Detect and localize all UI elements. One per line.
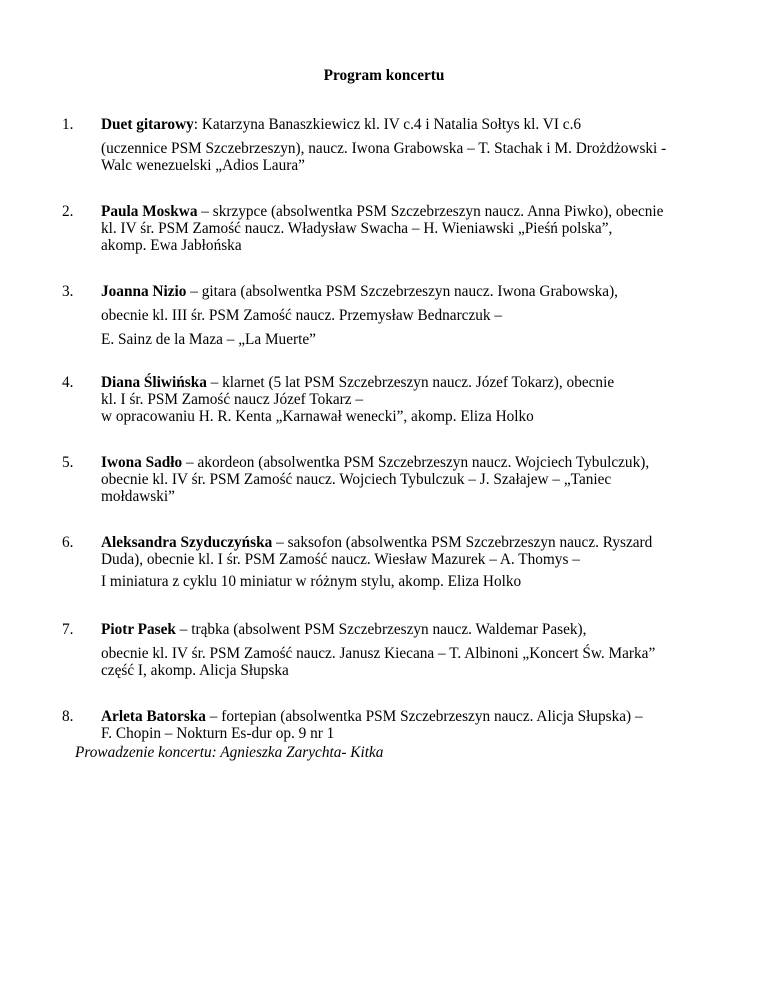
item-line: mołdawski” [101,488,175,505]
item-first-line [101,454,649,471]
performer-name: Duet gitarowy [101,116,194,133]
item-line: obecnie kl. III śr. PSM Zamość naucz. Przemysław Bednarczuk – [101,307,503,324]
item-number: 6. [62,534,74,551]
performer-name: Diana Śliwińska [101,374,207,391]
item-description: – gitara (absolwentka PSM Szczebrzeszyn naucz. Iwona Grabowska), [186,283,618,300]
item-line: F. Chopin – Nokturn Es-dur op. 9 nr 1 [101,725,335,742]
item-description: – trąbka (absolwent PSM Szczebrzeszyn naucz. Waldemar Pasek), [175,621,587,638]
item-line: (uczennice PSM Szczebrzeszyn), naucz. Iwona Grabowska – T. Stachak i M. Drożdżowski - [101,140,667,157]
item-line: E. Sainz de la Maza – „La Muerte” [101,331,316,348]
item-description: – klarnet (5 lat PSM Szczebrzeszyn naucz. Józef Tokarz), obecnie [206,374,615,391]
item-line: kl. I śr. PSM Zamość naucz Józef Tokarz – [101,391,364,408]
item-description: – skrzypce (absolwentka PSM Szczebrzeszyn naucz. Anna Piwko), obecnie [197,203,664,220]
item-first-line [101,203,663,220]
item-line: kl. IV śr. PSM Zamość naucz. Władysław Swacha – H. Wieniawski „Pieśń polska”, [101,220,613,237]
item-first-line [101,708,643,725]
item-description: – fortepian (absolwentka PSM Szczebrzeszyn naucz. Alicja Słupska) – [205,708,643,725]
item-line: Duda), obecnie kl. I śr. PSM Zamość naucz. Wiesław Mazurek – A. Thomys – [101,551,580,568]
item-number: 3. [62,283,74,300]
performer-name: Paula Moskwa [101,203,198,220]
host-credit: Prowadzenie koncertu: Agnieszka Zarychta- Kitka [75,744,384,761]
item-description: : Katarzyna Banaszkiewicz kl. IV c.4 i Natalia Sołtys kl. VI c.6 [193,116,582,133]
page-title: Program koncertu [323,67,445,84]
item-line: obecnie kl. IV śr. PSM Zamość naucz. Janusz Kiecana – T. Albinoni „Koncert Św. Marka” [101,645,656,662]
item-description: – saksofon (absolwentka PSM Szczebrzeszyn naucz. Ryszard [272,534,653,551]
item-first-line [101,534,652,551]
item-number: 4. [62,374,74,391]
performer-name: Aleksandra Szyduczyńska [101,534,273,551]
item-first-line [101,374,614,391]
performer-name: Joanna Nizio [101,283,187,300]
item-line: obecnie kl. IV śr. PSM Zamość naucz. Wojciech Tybulczuk – J. Szałajew – „Taniec [101,471,612,488]
item-line: akomp. Ewa Jabłońska [101,237,242,254]
item-number: 5. [62,454,74,471]
item-line: w opracowaniu H. R. Kenta „Karnawał wenecki”, akomp. Eliza Holko [101,408,534,425]
item-line: I miniatura z cyklu 10 miniatur w różnym stylu, akomp. Eliza Holko [101,573,522,590]
item-first-line [101,621,586,638]
item-number: 2. [62,203,74,220]
item-line: Walc wenezuelski „Adios Laura” [101,157,305,174]
item-line: część I, akomp. Alicja Słupska [101,662,289,679]
item-first-line [101,116,581,133]
item-number: 1. [62,116,74,133]
item-number: 8. [62,708,74,725]
item-description: – akordeon (absolwentka PSM Szczebrzeszyn naucz. Wojciech Tybulczuk), [182,454,650,471]
performer-name: Piotr Pasek [101,621,176,638]
performer-name: Arleta Batorska [101,708,206,725]
item-first-line [101,283,618,300]
item-number: 7. [62,621,74,638]
performer-name: Iwona Sadło [101,454,183,471]
